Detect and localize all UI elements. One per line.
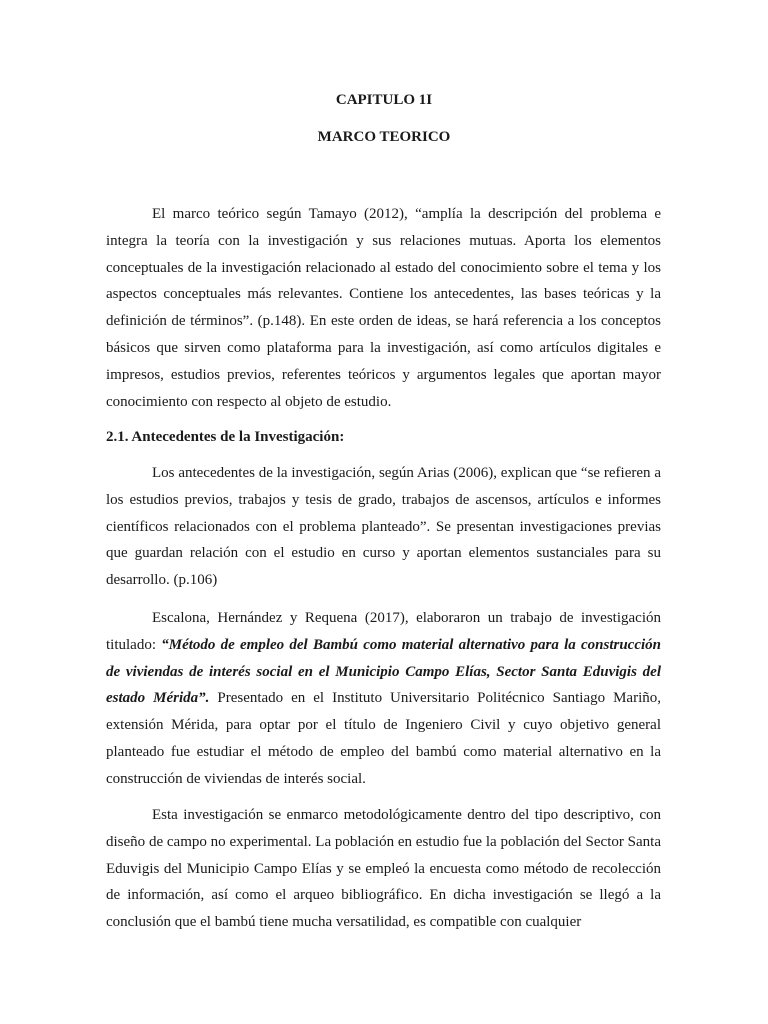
paragraph-escalona-intro: Escalona, Hernández y Requena (2017), elaboraron un trabajo de investigación titulado:: [106, 610, 661, 653]
chapter-heading: CAPITULO 1I: [335, 92, 433, 108]
section-heading: 2.1. Antecedentes de la Investigación:: [106, 429, 345, 445]
thesis-title: “Método de empleo del Bambú como material alternativo para la construcción de viviendas de interés social en el Municipio Campo Elías, Sector Santa Eduvigis del estado Mérida”.: [106, 636, 662, 707]
paragraph-methodology: Esta investigación se enmarco metodológicamente dentro del tipo descriptivo, con diseño de campo no experimental. La población en estudio fue la población del Sector Santa Eduvigis del Municipio Campo Elías y se empleó la encuesta como método de recolección de información, así como el arqueo bibliográfico. En dicha investigación se llegó a la conclusión que el bambú tiene mucha versatilidad, es compatible con cualquier: [106, 807, 661, 931]
chapter-title: MARCO TEORICO: [317, 129, 451, 145]
paragraph-escalona-rest: Presentado en el Instituto Universitario Politécnico Santiago Mariño, extensión Mérida, para optar por el título de Ingeniero Civil y cuyo objetivo general planteado fue estudiar el método de empleo del bambú como material alternativo en la construcción de viviendas de interés social.: [106, 690, 661, 787]
paragraph-intro: El marco teórico según Tamayo (2012), “amplía la descripción del problema e integra la teoría con la investigación y sus relaciones mutuas. Aporta los elementos conceptuales de la investigación relacionado al estado del conocimiento sobre el tema y los aspectos conceptuales más relevantes. Contiene los antecedentes, las bases teóricas y la definición de términos”. (p.148). En este orden de ideas, se hará referencia a los conceptos básicos que sirven como plataforma para la investigación, así como artículos digitales e impresos, estudios previos, referentes teóricos y argumentos legales que aportan mayor conocimiento con respecto al objeto de estudio.: [106, 206, 661, 410]
paragraph-escalona: [106, 605, 661, 793]
paragraph-antecedentes: Los antecedentes de la investigación, según Arias (2006), explican que “se refieren a los estudios previos, trabajos y tesis de grado, trabajos de ascensos, artículos e informes científicos relacionados con el problema planteado”. Se presentan investigaciones previas que guardan relación con el estudio en curso y aportan elementos sustanciales para su desarrollo. (p.106): [106, 465, 661, 589]
